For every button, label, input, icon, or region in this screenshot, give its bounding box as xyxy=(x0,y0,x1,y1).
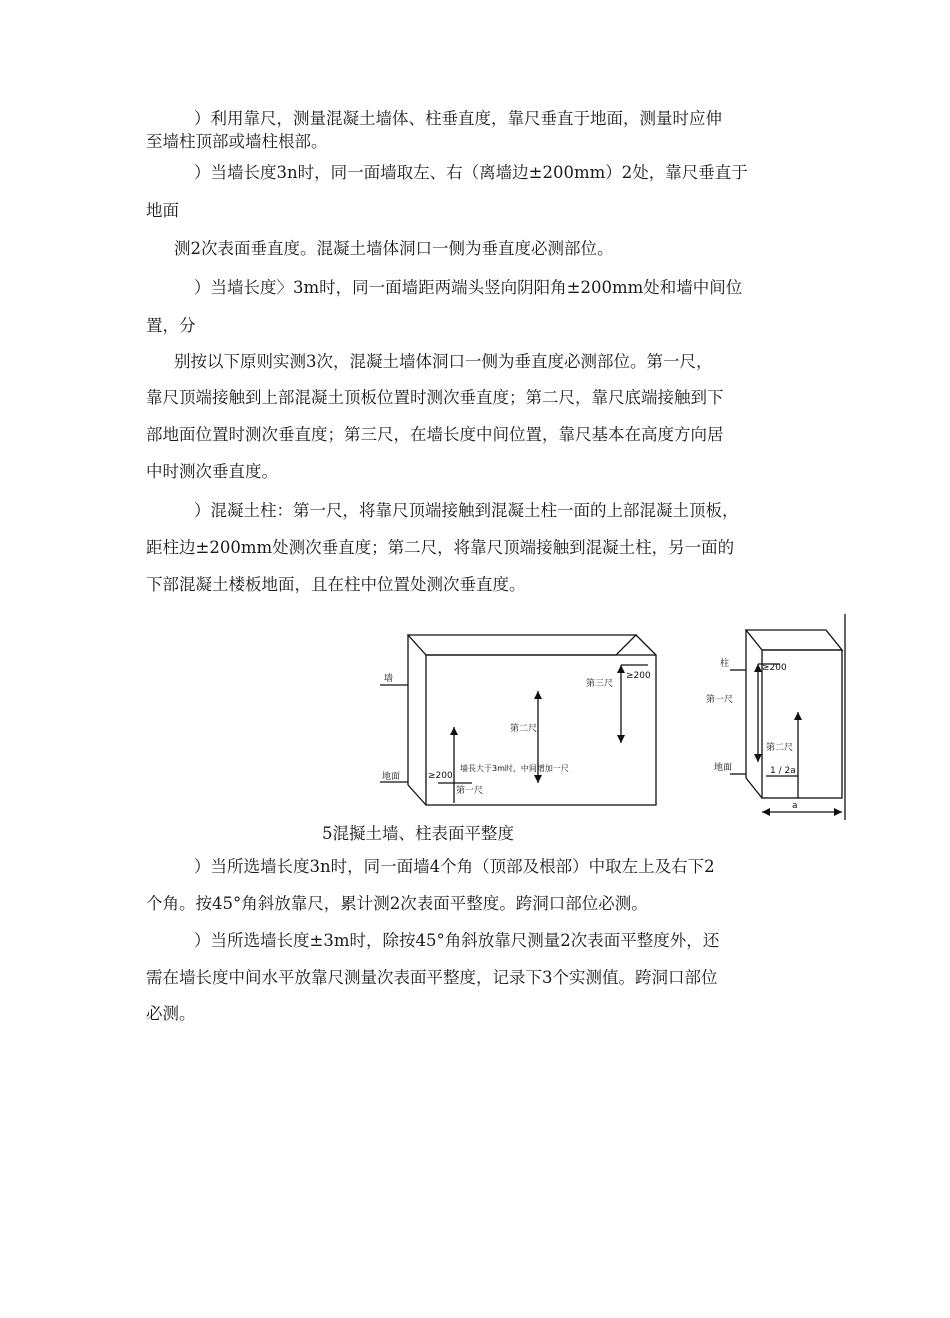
second-ruler-label: 第二尺 xyxy=(510,724,538,734)
para3-line2: 置，分 xyxy=(146,316,196,335)
para2-line1: ）当墙长度3n时，同一面墙取左、右（离墙边±200mm）2处，靠尺垂直于 xyxy=(194,163,748,182)
para2-line3: 测2次表面垂直度。混凝土墙体洞口一侧为垂直度必测部位。 xyxy=(174,239,614,258)
figure-wall xyxy=(378,625,658,815)
ge200-label: ≥200 xyxy=(762,663,787,673)
column-label: 柱 xyxy=(720,659,730,669)
para3-line3: 别按以下原则实测3次，混凝土墙体洞口一侧为垂直度必测部位。第一尺， xyxy=(174,352,713,371)
ground-label: 地面 xyxy=(382,772,401,782)
wall-diagram xyxy=(378,625,658,815)
para2-line2: 地面 xyxy=(146,201,179,220)
ground-label: 地面 xyxy=(714,763,733,773)
para3-line1: ）当墙长度〉3m时，同一面墙距两端头竖向阴阳角±200mm处和墙中间位 xyxy=(194,278,743,297)
ge200-top-label: ≥200 xyxy=(626,671,651,681)
half-a-label: 1 / 2a xyxy=(770,766,796,776)
wall-label: 墙 xyxy=(384,674,394,684)
first-ruler-label: 第一尺 xyxy=(456,786,484,796)
a-label: a xyxy=(792,801,798,811)
third-ruler-label: 第三尺 xyxy=(586,679,614,689)
column-diagram xyxy=(700,612,848,824)
para3-line4: 靠尺顶端接触到上部混凝土顶板位置时测次垂直度；第二尺，靠尺底端接触到下 xyxy=(146,388,724,407)
para3-line6: 中时测次垂直度。 xyxy=(146,462,278,481)
para6-line1: ）当所选墙长度±3m时，除按45°角斜放靠尺测量2次表面平整度外，还 xyxy=(194,931,720,950)
para4-line1: ）混凝土柱：第一尺，将靠尺顶端接触到混凝土柱一面的上部混凝土顶板， xyxy=(194,501,739,520)
para1-line1: ）利用靠尺，测量混凝土墙体、柱垂直度，靠尺垂直于地面，测量时应伸 xyxy=(194,109,722,128)
ge200-bottom-label: ≥200 xyxy=(428,771,453,781)
para3-line5: 部地面位置时测次垂直度；第三尺，在墙长度中间位置，靠尺基本在高度方向居 xyxy=(146,425,724,444)
para5-line1: ）当所选墙长度3n时，同一面墙4个角（顶部及根部）中取左上及右下2 xyxy=(194,857,715,876)
figure-caption: 5混擬土墙、柱表面平整度 xyxy=(322,824,514,843)
para4-line3: 下部混凝土楼板地面，且在柱中位置处测次垂直度。 xyxy=(146,575,526,594)
note-label: 墙長大于3m时，中间增加一尺 xyxy=(460,764,569,773)
para5-line2: 个角。按45°角斜放靠尺，累计测2次表面平整度。跨洞口部位必测。 xyxy=(146,894,648,913)
para4-line2: 距柱边±200mm处测次垂直度；第二尺，将靠尺顶端接触到混凝土柱，另一面的 xyxy=(146,538,735,557)
para1-line2: 至墙柱顶部或墙柱根部。 xyxy=(146,132,328,151)
second-ruler-label: 第二尺 xyxy=(766,743,794,753)
first-ruler-label: 第一尺 xyxy=(706,695,734,705)
figure-column xyxy=(700,612,848,824)
para6-line3: 必测。 xyxy=(146,1004,196,1023)
para6-line2: 需在墙长度中间水平放靠尺测量次表面平整度，记录下3个实测值。跨洞口部位 xyxy=(146,968,718,987)
